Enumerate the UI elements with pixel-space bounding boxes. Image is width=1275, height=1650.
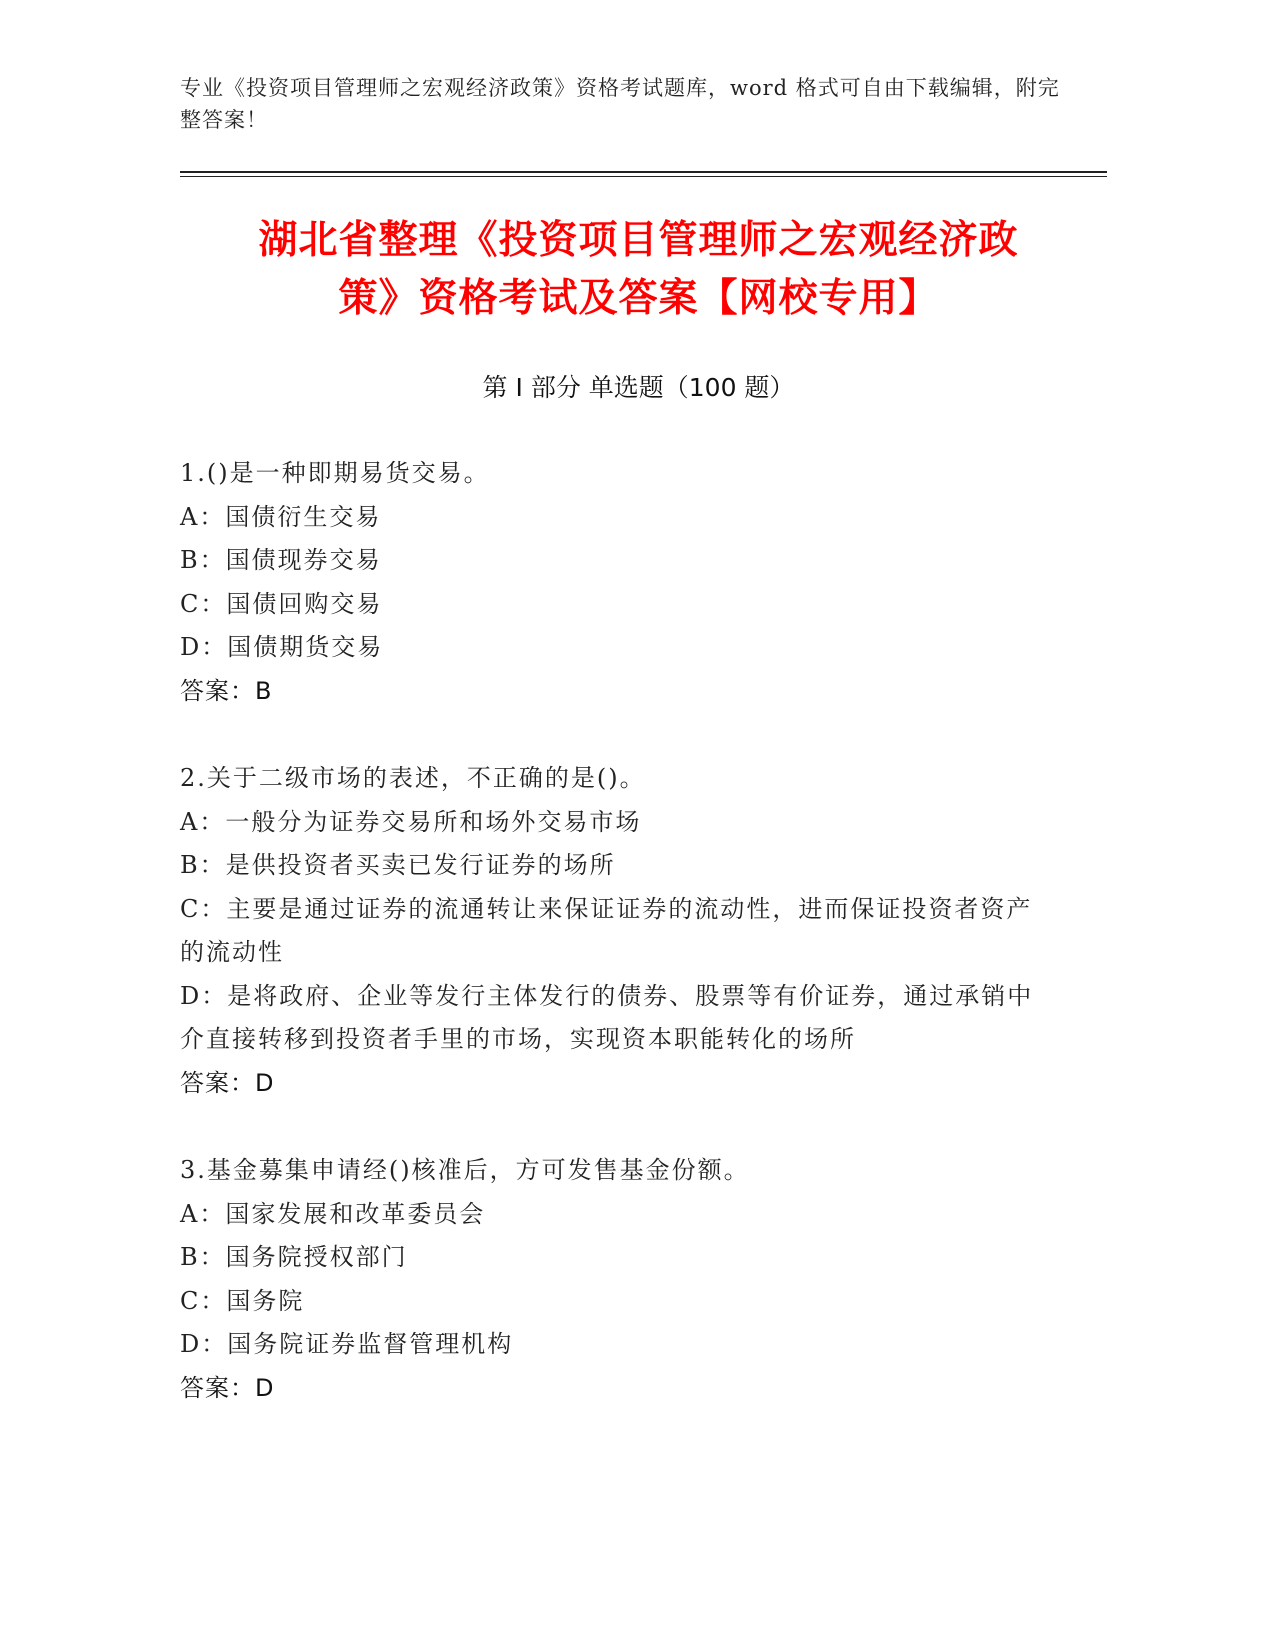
option-c: C：国务院 (180, 1286, 305, 1315)
option-b: B：国务院授权部门 (180, 1243, 408, 1271)
question-stem: 3.基金募集申请经()核准后，方可发售基金份额。 (180, 1156, 750, 1184)
option-b: B：是供投资者买卖已发行证券的场所 (180, 851, 616, 879)
option-d: D：国务院证券监督管理机构 (180, 1330, 514, 1358)
question-stem: 2.关于二级市场的表述，不正确的是()。 (180, 764, 646, 792)
question-list (180, 452, 1040, 1454)
option-d: D：国债期货交易 (180, 633, 384, 661)
option-d: D：是将政府、企业等发行主体发行的债券、股票等有价证券，通过承销中介直接转移到投资者手里的市场，实现资本职能转化的场所 (180, 981, 1034, 1053)
option-a: A：国债衍生交易 (180, 502, 382, 531)
document-title (180, 212, 1097, 328)
question-stem: 1.()是一种即期易货交易。 (180, 459, 490, 487)
header-note: 专业《投资项目管理师之宏观经济政策》资格考试题库，word 格式可自由下载编辑，附完整答案！ (180, 76, 1060, 132)
option-a: A：国家发展和改革委员会 (180, 1199, 486, 1228)
answer-text: 答案：B (180, 676, 273, 705)
answer-text: 答案：D (180, 1068, 275, 1097)
answer-text: 答案：D (180, 1373, 275, 1402)
option-c: C：国债回购交易 (180, 589, 383, 618)
document-title-line-2: 策》资格考试及答案【网校专用】 (338, 276, 939, 321)
question-item (180, 757, 1040, 1105)
option-a: A：一般分为证券交易所和场外交易市场 (180, 807, 642, 836)
header-rule-thick (180, 171, 1107, 173)
option-b: B：国债现券交易 (180, 546, 382, 574)
header-rule-thin (180, 176, 1107, 177)
option-c: C：主要是通过证券的流通转让来保证证券的流动性，进而保证投资者资产的流动性 (180, 894, 1033, 966)
question-item (180, 1149, 1040, 1410)
document-title-line-1: 湖北省整理《投资项目管理师之宏观经济政 (258, 218, 1019, 263)
section-heading: 第 I 部分 单选题（100 题） (482, 373, 795, 402)
question-item (180, 452, 1040, 713)
